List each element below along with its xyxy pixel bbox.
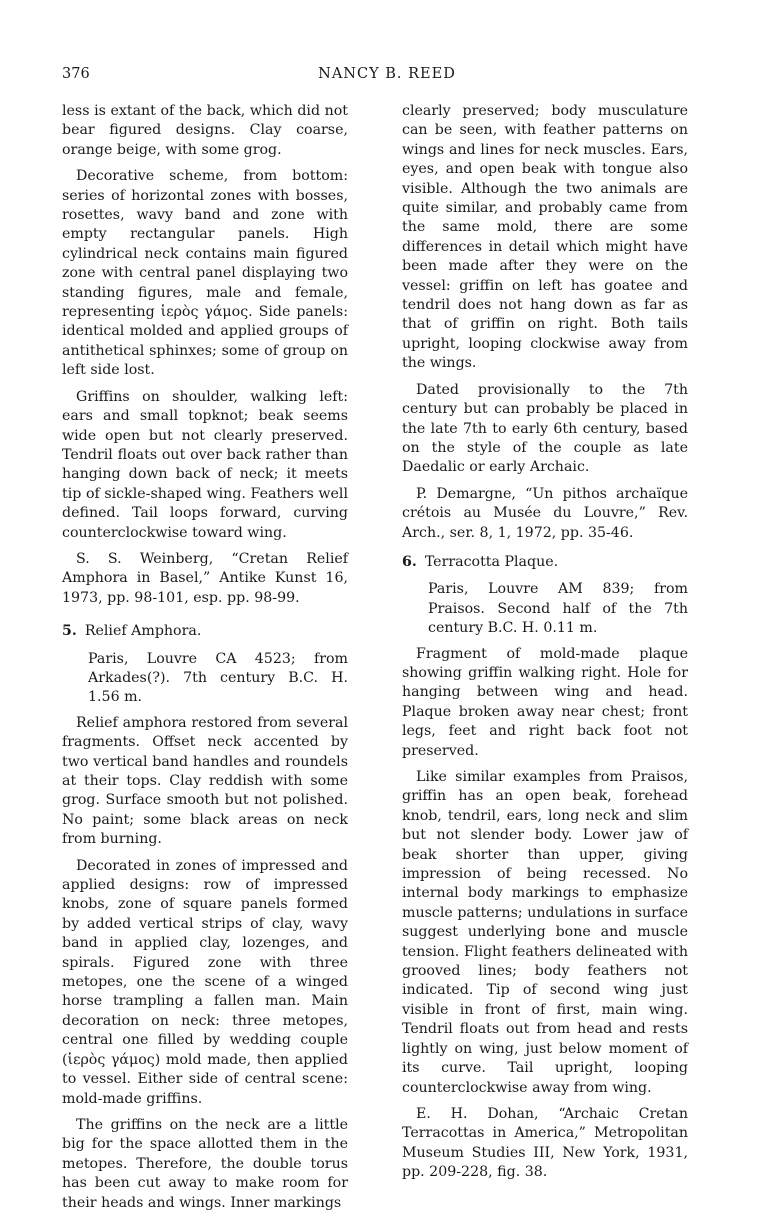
paragraph: Like similar examples from Praisos, griffin has an open beak, forehead knob, tendril, ears, long neck and slim but not slender body. Lower jaw of beak shorter than upper, giving impression of being recessed. No internal body markings to emphasize muscle patterns; undulations in surface suggest underlying bone and muscle tension. Flight feathers delineated with grooved lines; body feathers not indicated. Tip of second wing just visible in front of first, main wing. Tendril floats out from head and rests lightly on wing, just below moment of its curve. Tail upright, looping counterclockwise away from wing. [402,769,688,1096]
catalog-number: 5. [62,623,77,640]
bibliography-entry: E. H. Dohan, “Archaic Cretan Terracottas in America,” Metropolitan Museum Studies III, New York, 1931, pp. 209-228, fig. 38. [402,1105,688,1181]
paragraph: Decorative scheme, from bottom: series of horizontal zones with bosses, rosettes, wavy band and zone with empty rectangular panels. High cylindrical neck contains main figured zone with central panel displaying two standing figures, male and female, representing ἱερὸς γάμος. Side panels: identical molded and applied groups of antithetical sphinxes; some of group on left side lost. [62,168,348,379]
running-head: NANCY B. REED [318,66,456,82]
page-number: 376 [62,66,90,82]
bibliography-entry: P. Demargne, “Un pithos archaïque crétois au Musée du Louvre,” Rev. Arch., ser. 8, 1, 1972, pp. 35-46. [402,485,688,541]
paragraph: Relief amphora restored from several fragments. Offset neck accented by two vertical band handles and roundels at their tops. Clay reddish with some grog. Surface smooth but not polished. No paint; some black areas on neck from burning. [62,714,348,848]
paragraph: Griffins on shoulder, walking left: ears and small topknot; beak seems wide open but not clearly preserved. Tendril floats out over back rather than hanging down back of neck; it meets tip of sickle-shaped wing. Feathers well defined. Tail loops forward, curving counterclockwise toward wing. [62,388,348,541]
catalog-title: Relief Amphora. [84,623,202,640]
left-column [62,102,348,1220]
right-column [402,102,688,1190]
paragraph: The griffins on the neck are a little big for the space allotted them in the metopes. Therefore, the double torus has been cut away to make room for their heads and wings. Inner markings [62,1116,348,1211]
catalog-entry-heading [62,622,348,641]
paragraph: less is extant of the back, which did not bear figured designs. Clay coarse, orange beige, with some grog. [62,103,348,158]
catalog-specs: Paris, Louvre AM 839; from Praisos. Second half of the 7th century B.C. H. 0.11 m. [428,581,688,637]
page-header [62,66,712,90]
bibliography-entry: S. S. Weinberg, “Cretan Relief Amphora in Basel,” Antike Kunst 16, 1973, pp. 98-101, esp. pp. 98-99. [62,550,348,606]
paragraph: Fragment of mold-made plaque showing griffin walking right. Hole for hanging between wing and head. Plaque broken away near chest; front legs, feet and right back foot not preserved. [402,645,688,759]
catalog-entry-heading [402,553,688,572]
catalog-title: Terracotta Plaque. [424,553,559,570]
catalog-number: 6. [402,553,417,570]
catalog-specs: Paris, Louvre CA 4523; from Arkades(?). 7th century B.C. H. 1.56 m. [88,650,348,706]
paragraph: Decorated in zones of impressed and applied designs: row of impressed knobs, zone of square panels formed by added vertical strips of clay, wavy band in applied clay, lozenges, and spirals. Figured zone with three metopes, one the scene of a winged horse trampling a fallen man. Main decoration on neck: three metopes, central one filled by wedding couple (ἱερὸς γάμος) mold made, then applied to vessel. Either side of central scene: mold-made griffins. [62,857,348,1107]
paragraph: clearly preserved; body musculature can be seen, with feather patterns on wings and lines for neck muscles. Ears, eyes, and open beak with tongue also visible. Although the two animals are quite similar, and probably came from the same mold, there are some differences in detail which might have been made after they were on the vessel: griffin on left has goatee and tendril does not hang down as far as that of griffin on right. Both tails upright, looping clockwise away from the wings. [402,103,688,372]
paragraph: Dated provisionally to the 7th century but can probably be placed in the late 7th to early 6th century, based on the style of the couple as late Daedalic or early Archaic. [402,381,688,476]
